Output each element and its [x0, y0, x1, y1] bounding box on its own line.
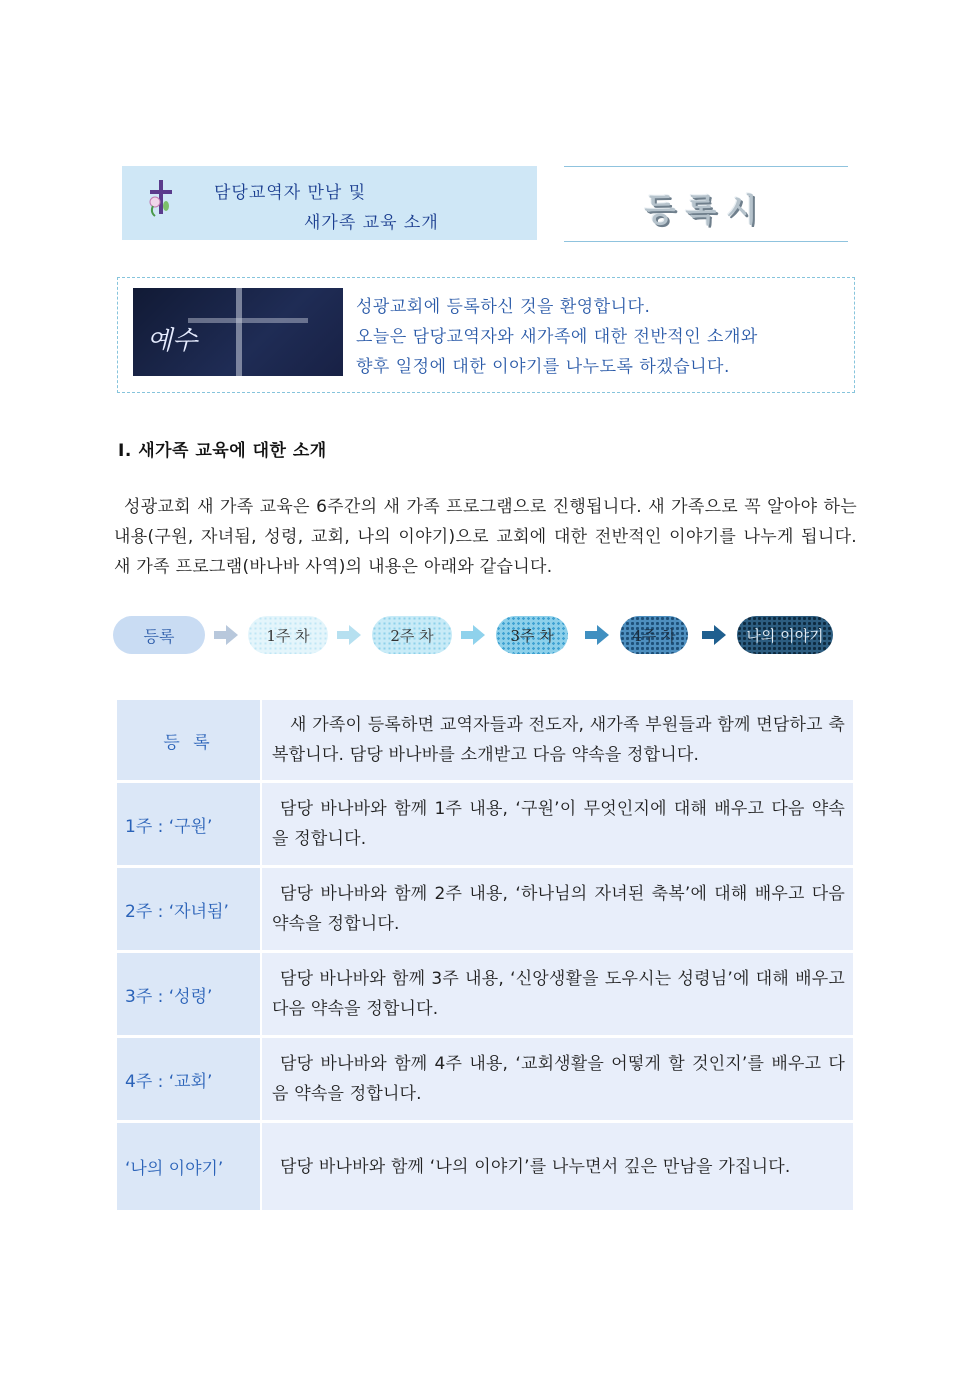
header-banner: [122, 166, 537, 240]
arrow-right-icon: [461, 625, 485, 645]
table-row: [117, 868, 853, 953]
row-description: 담당 바나바와 함께 3주 내용, ‘신앙생활을 도우시는 성령님’에 대해 배우고 다음 약속을 정합니다.: [260, 953, 853, 1038]
flow-step-week3: 3주 차: [496, 616, 568, 654]
table-row: [117, 953, 853, 1038]
arrow-right-icon: [585, 625, 609, 645]
welcome-line: 오늘은 담당교역자와 새가족에 대한 전반적인 소개와: [356, 327, 758, 347]
arrow-right-icon: [702, 625, 726, 645]
welcome-line: 성광교회에 등록하신 것을 환영합니다.: [356, 297, 651, 317]
curriculum-table: [117, 700, 853, 1213]
welcome-message: [356, 292, 758, 382]
table-row: [117, 1038, 853, 1123]
page-title-box: [564, 166, 848, 242]
row-label: 1주 : ‘구원’: [117, 783, 260, 868]
table-row: [117, 1123, 853, 1213]
header-title-line2: 새가족 교육 소개: [304, 213, 439, 233]
jesus-cross-image: [133, 288, 343, 376]
header-title-line1: 담당교역자 만남 및: [214, 183, 367, 203]
intro-paragraph: 성광교회 새 가족 교육은 6주간의 새 가족 프로그램으로 진행됩니다. 새 가족으로 꼭 알아야 하는 내용(구원, 자녀됨, 성령, 교회, 나의 이야기)으로 교회에 대한 전반적인 이야기를 나누게 됩니다. 새 가족 프로그램(바나바 사역)의 내용은 아래와 같습니다.: [114, 497, 857, 577]
image-lettering: 예수: [147, 326, 198, 356]
flow-step-week4: 4주 차: [620, 616, 688, 654]
flow-step-week1: 1주 차: [248, 616, 328, 654]
row-description: 담당 바나바와 함께 2주 내용, ‘하나님의 자녀된 축복’에 대해 배우고 다음 약속을 정합니다.: [260, 868, 853, 953]
flow-step-my-story: 나의 이야기: [737, 616, 833, 654]
welcome-box: [117, 277, 855, 393]
cross-flower-icon: [144, 178, 178, 218]
flow-step-register: 등록: [113, 616, 205, 654]
row-label: ‘나의 이야기’: [117, 1123, 260, 1213]
row-label: 등 록: [117, 700, 260, 783]
welcome-line: 향후 일정에 대한 이야기를 나누도록 하겠습니다.: [356, 357, 730, 377]
section-heading: Ⅰ. 새가족 교육에 대한 소개: [118, 441, 327, 461]
arrow-right-icon: [337, 625, 361, 645]
row-description: 담당 바나바와 함께 4주 내용, ‘교회생활을 어떻게 할 것인지’를 배우고 다음 약속을 정합니다.: [260, 1038, 853, 1123]
page-title: 등록시: [644, 191, 768, 229]
row-label: 4주 : ‘교회’: [117, 1038, 260, 1123]
row-description: 새 가족이 등록하면 교역자들과 전도자, 새가족 부원들과 함께 면담하고 축복합니다. 담당 바나바를 소개받고 다음 약속을 정합니다.: [260, 700, 853, 783]
row-description: 담당 바나바와 함께 1주 내용, ‘구원’이 무엇인지에 대해 배우고 다음 약속을 정합니다.: [260, 783, 853, 868]
row-label: 2주 : ‘자녀됨’: [117, 868, 260, 953]
row-description: 담당 바나바와 함께 ‘나의 이야기’를 나누면서 깊은 만남을 가집니다.: [260, 1123, 853, 1213]
table-row: [117, 783, 853, 868]
arrow-right-icon: [214, 625, 238, 645]
table-row: [117, 700, 853, 783]
row-label: 3주 : ‘성령’: [117, 953, 260, 1038]
flow-step-week2: 2주 차: [372, 616, 452, 654]
